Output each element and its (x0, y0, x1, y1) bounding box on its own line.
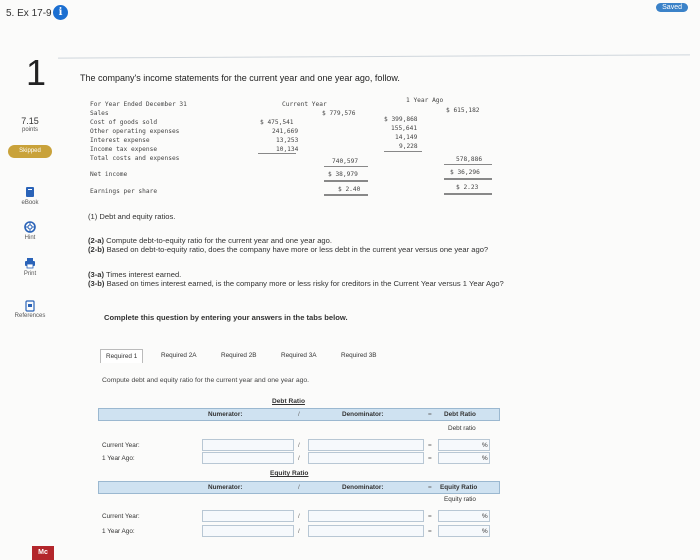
current-tax: 10,134 (276, 146, 299, 153)
prior-opex: 155,641 (391, 125, 418, 132)
question-number: 1 (26, 52, 47, 93)
book-icon[interactable] (24, 186, 36, 198)
tab-required-2b[interactable]: Required 2B (221, 352, 257, 359)
tab-required-3a[interactable]: Required 3A (281, 352, 317, 359)
mc-logo: Mc (32, 546, 54, 560)
equity-prior-denominator-input[interactable] (308, 525, 424, 537)
info-icon[interactable]: i (53, 5, 68, 20)
debt-current-numerator-input[interactable] (202, 439, 294, 451)
prior-total-costs: 578,886 (456, 156, 483, 163)
debt-prior-denominator-input[interactable] (308, 452, 424, 464)
prior-net-income: $ 36,296 (450, 169, 480, 176)
equity-denominator-header: Denominator: (342, 484, 384, 491)
prior-interest: 14,149 (395, 134, 418, 141)
equity-ratio-title: Equity Ratio (270, 470, 309, 477)
debt-result-header: Debt Ratio (444, 411, 476, 418)
task-2a: (2-a) Compute debt-to-equity ratio for the current year and one year ago. (88, 236, 332, 245)
task-2b: (2-b) Based on debt-to-equity ratio, does the company have more or less debt in the current year versus one year ago? (88, 245, 489, 254)
prior-tax: 9,228 (399, 143, 418, 150)
current-eps: $ 2.40 (338, 186, 361, 193)
row-label: Earnings per share (90, 188, 158, 195)
saved-badge: Saved (656, 3, 688, 12)
tabs-panel (96, 340, 506, 555)
sidebar-item-references[interactable]: References (14, 313, 46, 319)
task-1: (1) Debt and equity ratios. (88, 212, 176, 221)
sidebar-item-print[interactable]: Print (23, 271, 37, 277)
breadcrumb: 5. Ex 17-9 (6, 8, 52, 19)
current-cogs: $ 475,541 (260, 119, 294, 126)
complete-note: Complete this question by entering your answers in the tabs below. (104, 313, 348, 322)
debt-current-denominator-input[interactable] (308, 439, 424, 451)
prior-eps: $ 2.23 (456, 184, 479, 191)
equity-result-header: Equity Ratio (440, 484, 478, 491)
equity-result-subheader: Equity ratio (444, 496, 476, 503)
col-current-year: Current Year (282, 101, 327, 108)
equity-current-denominator-input[interactable] (308, 510, 424, 522)
task-3a: (3-a) Times interest earned. (88, 270, 182, 279)
prior-sales: $ 615,182 (446, 107, 480, 114)
tab-required-3b[interactable]: Required 3B (341, 352, 377, 359)
sidebar-item-hint[interactable]: Hint (24, 235, 36, 241)
row-label: Income tax expense (90, 146, 158, 153)
debt-prior-numerator-input[interactable] (202, 452, 294, 464)
current-opex: 241,669 (272, 128, 299, 135)
question-intro: The company's income statements for the current year and one year ago, follow. (80, 73, 400, 83)
question-divider (58, 54, 690, 58)
row-label: Cost of goods sold (90, 119, 158, 126)
points-label: points (21, 127, 38, 133)
row-label: Sales (90, 110, 109, 117)
skipped-badge: Skipped (8, 145, 52, 158)
row-label: Other operating expenses (90, 128, 180, 135)
points-value: 7.15 (21, 116, 39, 126)
task-3b: (3-b) Based on times interest earned, is the company more or less risky for creditors in the Current Year versus 1 Year Ago? (88, 279, 504, 288)
row-label: Total costs and expenses (90, 155, 180, 162)
references-icon[interactable] (24, 300, 36, 312)
current-total-costs: 740,597 (332, 158, 359, 165)
equity-prior-numerator-input[interactable] (202, 525, 294, 537)
tab-required-2a[interactable]: Required 2A (161, 352, 197, 359)
equity-row-current-label: Current Year: (102, 513, 140, 520)
printer-icon[interactable] (24, 257, 36, 269)
sidebar-item-ebook[interactable]: eBook (21, 200, 39, 206)
debt-result-subheader: Debt ratio (448, 425, 476, 432)
equity-numerator-header: Numerator: (208, 484, 243, 491)
debt-numerator-header: Numerator: (208, 411, 243, 418)
debt-ratio-title: Debt Ratio (272, 398, 305, 405)
tab-instruction: Compute debt and equity ratio for the current year and one year ago. (102, 377, 310, 384)
debt-ratio-table: Numerator: / Denominator: = Debt Ratio Debt ratio Current Year: / = % 1 Year Ago: / = % (98, 408, 500, 464)
current-interest: 13,253 (276, 137, 299, 144)
col-one-year-ago: 1 Year Ago (406, 97, 444, 104)
debt-row-current-label: Current Year: (102, 442, 140, 449)
tab-required-1[interactable]: Required 1 (100, 349, 143, 363)
lifebuoy-icon[interactable] (24, 221, 36, 233)
prior-cogs: $ 399,868 (384, 116, 418, 123)
equity-row-prior-label: 1 Year Ago: (102, 528, 135, 535)
row-label: Interest expense (90, 137, 150, 144)
current-net-income: $ 38,979 (328, 171, 358, 178)
debt-denominator-header: Denominator: (342, 411, 384, 418)
row-label: Net income (90, 171, 128, 178)
current-sales: $ 779,576 (322, 110, 356, 117)
top-bar (0, 0, 700, 26)
statement-heading: For Year Ended December 31 (90, 101, 187, 108)
equity-ratio-table: Numerator: / Denominator: = Equity Ratio Equity ratio Current Year: / = % 1 Year Ago: / = % (98, 481, 500, 543)
equity-current-numerator-input[interactable] (202, 510, 294, 522)
debt-row-prior-label: 1 Year Ago: (102, 455, 135, 462)
